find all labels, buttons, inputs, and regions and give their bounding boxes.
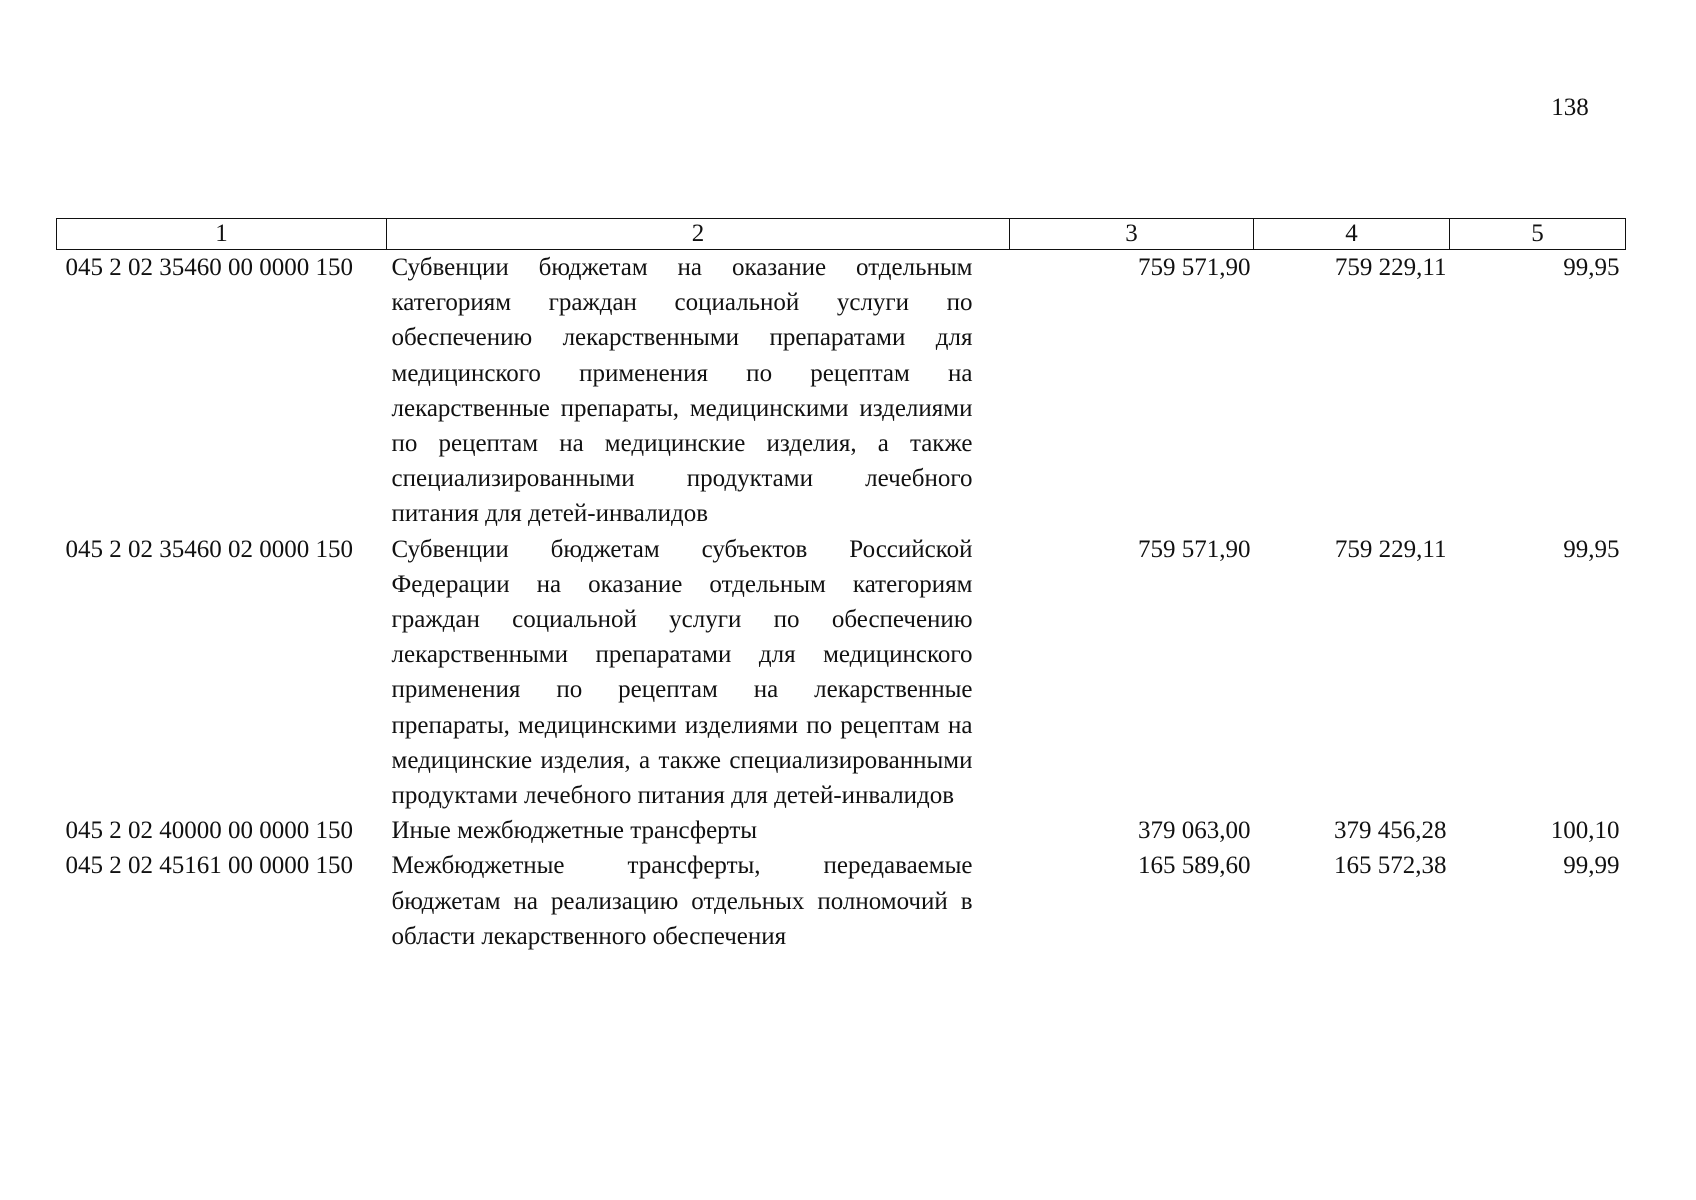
column-number-5: 5 — [1450, 219, 1626, 250]
plan-amount: 165 589,60 — [1138, 852, 1251, 880]
column-number-1: 1 — [57, 219, 387, 250]
actual-amount: 759 229,11 — [1334, 254, 1447, 281]
actual-amount: 759 229,11 — [1334, 535, 1447, 563]
budget-code: 045 2 02 35460 00 0000 150 — [65, 254, 353, 281]
budget-code: 045 2 02 40000 00 0000 150 — [65, 817, 353, 845]
item-name: Субвенции бюджетам субъектов Российской Федерации на оказание отдельным категориям граждан социальной услуги по обеспечению лекарственными препаратами для медицинского применения по рецептам на лекарственные препараты, медицинскими изделиями по рецептам на медицинские изделия, а также специализированными продуктами лечебного питания для детей-инвалидов — [391, 535, 973, 810]
table-row — [57, 532, 1626, 814]
execution-percent: 99,95 — [1563, 535, 1620, 563]
page-number: 138 — [1551, 94, 1589, 121]
plan-amount: 379 063,00 — [1138, 817, 1251, 845]
column-number-2: 2 — [387, 219, 1010, 250]
table-row — [57, 250, 1626, 532]
plan-amount: 759 571,90 — [1138, 254, 1251, 281]
budget-code: 045 2 02 45161 00 0000 150 — [65, 852, 353, 880]
plan-amount: 759 571,90 — [1138, 535, 1251, 563]
execution-percent: 99,99 — [1563, 852, 1620, 880]
execution-percent: 99,95 — [1563, 254, 1620, 281]
item-name: Иные межбюджетные трансферты — [391, 817, 758, 845]
actual-amount: 165 572,38 — [1334, 852, 1447, 880]
budget-code: 045 2 02 35460 02 0000 150 — [65, 535, 353, 563]
execution-percent: 100,10 — [1550, 817, 1620, 845]
table-row — [57, 848, 1626, 954]
item-name: Субвенции бюджетам на оказание отдельным категориям граждан социальной услуги по обеспечению лекарственными препаратами для медицинского применения по рецептам на лекарственные препараты, медицинскими изделиями по рецептам на медицинские изделия, а также специализированными продуктами лечебного питания для детей-инвалидов — [391, 254, 973, 528]
column-number-3: 3 — [1010, 219, 1254, 250]
column-number-4: 4 — [1254, 219, 1450, 250]
actual-amount: 379 456,28 — [1334, 817, 1447, 845]
budget-table — [56, 218, 1626, 954]
table-row — [57, 813, 1626, 848]
column-number-row — [57, 219, 1626, 250]
item-name: Межбюджетные трансферты, передаваемые бюджетам на реализацию отдельных полномочий в области лекарственного обеспечения — [391, 852, 973, 950]
